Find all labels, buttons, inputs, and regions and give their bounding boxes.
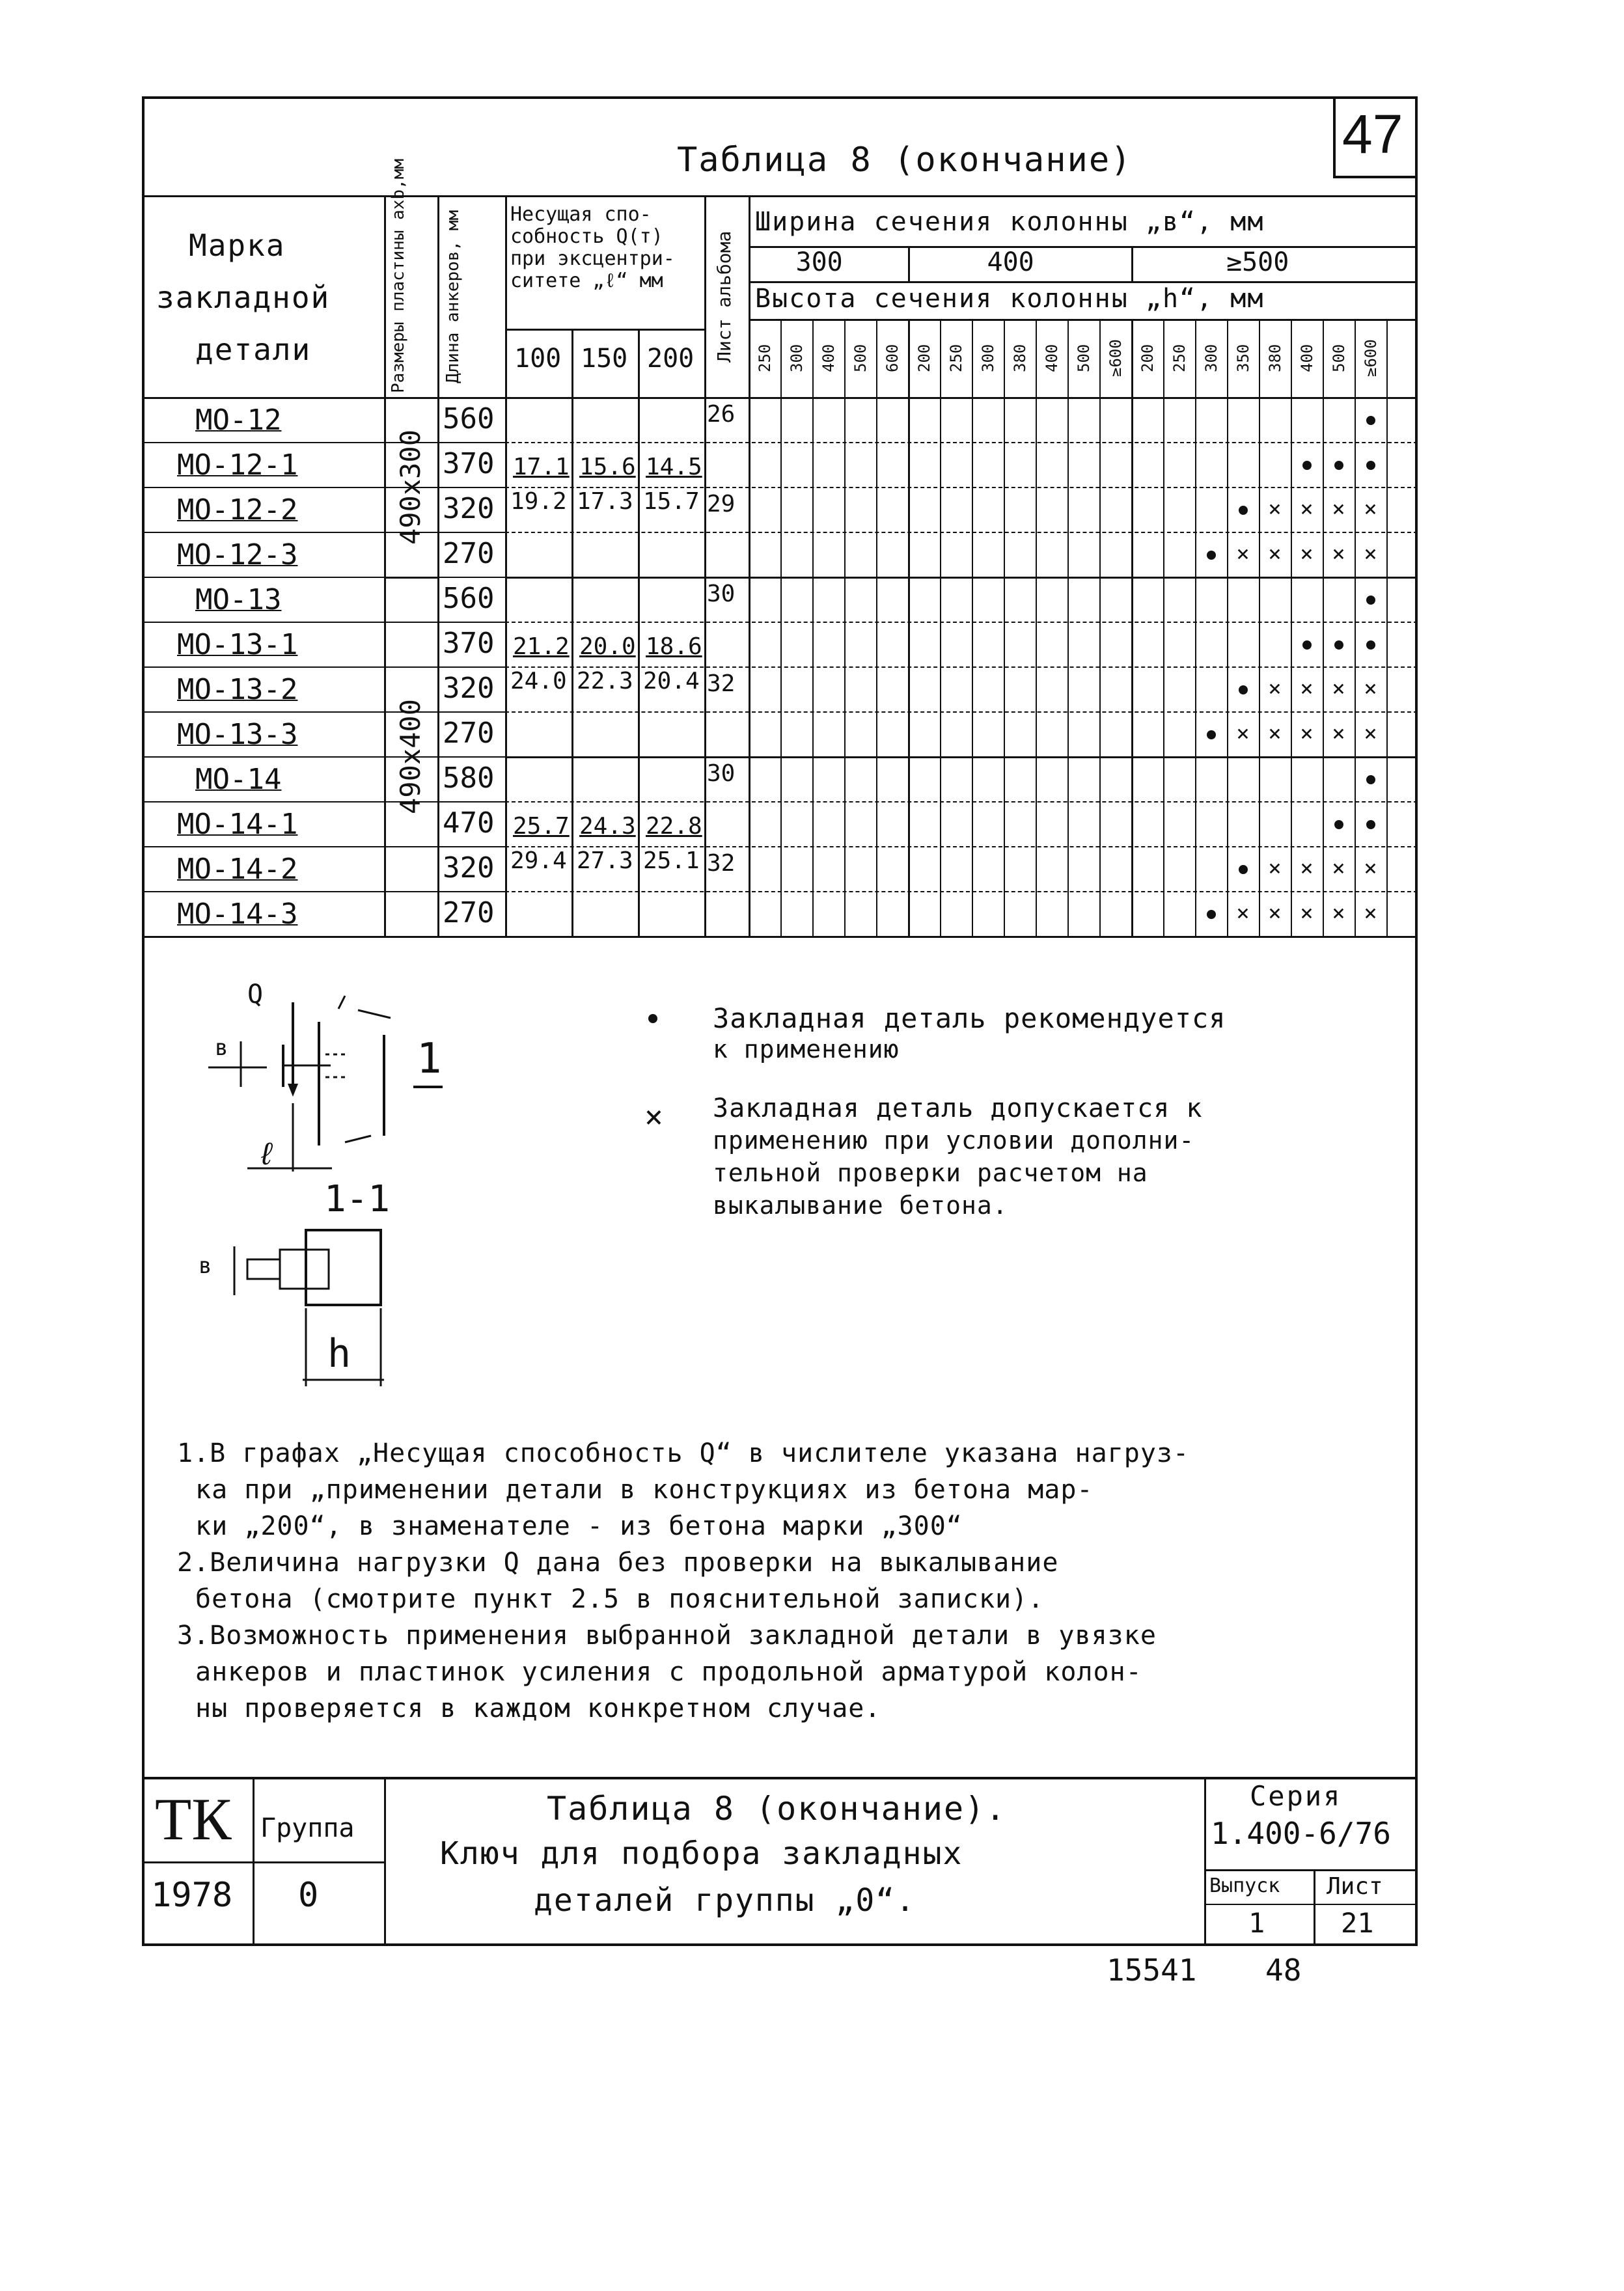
allowed-cross: × xyxy=(1364,720,1377,747)
row-album-sheet: 29 xyxy=(707,491,736,517)
header-height-5: 600 xyxy=(883,344,901,372)
allowed-cross: × xyxy=(1364,855,1377,881)
table-vline xyxy=(1036,319,1037,936)
table-hline xyxy=(505,891,1418,892)
page-number: 47 xyxy=(1342,103,1403,165)
header-capacity-4: ситете „ℓ“ мм xyxy=(510,269,663,292)
stamp-sheet: 21 xyxy=(1341,1907,1374,1939)
capacity-denominator: 15.7 xyxy=(643,488,700,515)
capacity-denominator: 17.3 xyxy=(577,488,633,515)
legend-allowed-text-3: тельной проверки расчетом на xyxy=(713,1159,1148,1187)
row-album-sheet: 32 xyxy=(707,850,736,877)
header-col-height: Высота сечения колонны „h“, мм xyxy=(755,284,1265,314)
table-vline xyxy=(1067,319,1069,936)
capacity-numerator: 24.3 xyxy=(579,813,636,840)
table-vline xyxy=(704,195,706,936)
table-hline xyxy=(437,846,505,847)
table-vline xyxy=(908,246,910,281)
capacity-numerator: 15.6 xyxy=(579,454,636,480)
header-height-16: 350 xyxy=(1234,344,1252,372)
sketch-e-label: ℓ xyxy=(257,1136,276,1172)
header-height-13: 200 xyxy=(1138,344,1157,372)
table-vline xyxy=(1004,319,1005,936)
recommended-dot xyxy=(1291,446,1323,482)
header-height-8: 300 xyxy=(979,344,997,372)
allowed-cross: × xyxy=(1332,676,1345,702)
table-vline xyxy=(638,329,640,936)
capacity-denominator: 20.4 xyxy=(643,668,700,694)
capacity-denominator: 25.1 xyxy=(643,847,700,874)
stamp-title-3: деталей группы „0“. xyxy=(534,1882,916,1919)
allowed-cross: × xyxy=(1332,855,1345,881)
plate-size-2: 490х400 xyxy=(394,698,426,814)
table-vline xyxy=(571,329,573,936)
capacity-denominator: 29.4 xyxy=(510,847,567,874)
recommended-dot xyxy=(1291,625,1323,662)
table-vline xyxy=(437,195,439,936)
capacity-denominator: 22.3 xyxy=(577,668,633,694)
table-vline xyxy=(1227,319,1228,936)
header-height-14: 250 xyxy=(1170,344,1189,372)
header-capacity-2: собность Q(т) xyxy=(510,225,663,248)
row-anchor-length: 270 xyxy=(443,896,495,929)
allowed-cross: × xyxy=(1332,541,1345,567)
sketch-q-label: Q xyxy=(247,980,264,1009)
allowed-cross: × xyxy=(1300,676,1314,702)
legend-allowed-text-4: выкалывание бетона. xyxy=(713,1191,1008,1220)
note-line-2: ка при „применении детали в конструкциях из бетона мар- xyxy=(195,1475,1094,1505)
note-line-5: бетона (смотрите пункт 2.5 в пояснительной записки). xyxy=(195,1584,1045,1614)
table-vline xyxy=(1099,319,1101,936)
row-anchor-length: 270 xyxy=(443,717,495,750)
stamp-group-label: Группа xyxy=(260,1813,355,1843)
row-anchor-length: 560 xyxy=(443,582,495,615)
stamp-series-label: Серия xyxy=(1250,1780,1342,1812)
row-mark: МО-12 xyxy=(195,404,282,437)
recommended-dot xyxy=(1355,401,1386,437)
header-col-width: Ширина сечения колонны „в“, мм xyxy=(755,207,1265,237)
stamp-year: 1978 xyxy=(151,1876,233,1915)
header-anchor-length: Длина анкеров, мм xyxy=(443,210,463,384)
allowed-cross: × xyxy=(1332,900,1345,926)
table-hline xyxy=(145,936,1418,938)
table-vline xyxy=(812,319,814,936)
allowed-cross: × xyxy=(1268,720,1282,747)
stamp-issue: 1 xyxy=(1248,1907,1265,1939)
table-vline xyxy=(505,195,507,936)
row-anchor-length: 470 xyxy=(443,806,495,840)
recommended-dot xyxy=(1323,446,1355,482)
row-anchor-length: 320 xyxy=(443,672,495,705)
allowed-cross: × xyxy=(1268,676,1282,702)
header-width-1: 300 xyxy=(795,247,843,277)
legend-recommended-text-1: Закладная деталь рекомендуется xyxy=(713,1002,1226,1034)
header-height-15: 300 xyxy=(1202,344,1220,372)
header-capacity-1: Несущая спо- xyxy=(510,203,652,226)
row-mark: МО-14-2 xyxy=(177,853,298,886)
allowed-cross: × xyxy=(1236,900,1250,926)
header-height-1: 250 xyxy=(756,344,774,372)
stamp-tk: ТК xyxy=(155,1786,232,1852)
stamp-sheet-label: Лист xyxy=(1327,1873,1383,1900)
note-line-8: ны проверяется в каждом конкретном случае. xyxy=(195,1694,881,1723)
table-hline xyxy=(505,846,1418,847)
row-mark: МО-12-2 xyxy=(177,493,298,527)
row-album-sheet: 26 xyxy=(707,401,736,428)
header-mark-2: закладной xyxy=(156,280,331,315)
allowed-cross: × xyxy=(1236,541,1250,567)
header-height-3: 400 xyxy=(819,344,838,372)
capacity-numerator: 22.8 xyxy=(646,813,702,840)
allowed-cross: × xyxy=(1236,720,1250,747)
legend-recommended-text-2: к применению xyxy=(713,1035,900,1063)
header-height-12: ≥600 xyxy=(1107,339,1125,377)
capacity-denominator: 24.0 xyxy=(510,668,567,694)
table-vline xyxy=(384,195,386,936)
row-album-sheet: 30 xyxy=(707,581,736,607)
recommended-dot xyxy=(1355,760,1386,797)
row-mark: МО-13-1 xyxy=(177,628,298,661)
recommended-dot xyxy=(1355,446,1386,482)
capacity-denominator: 27.3 xyxy=(577,847,633,874)
table-vline xyxy=(1386,319,1388,936)
recommended-dot xyxy=(1195,715,1227,752)
legend-dot-symbol xyxy=(648,1011,657,1024)
table-hline xyxy=(437,442,505,443)
recommended-dot xyxy=(1323,805,1355,842)
table-hline xyxy=(437,891,505,892)
table-hline xyxy=(505,622,1418,623)
header-height-9: 380 xyxy=(1011,344,1029,372)
stamp-issue-label: Выпуск xyxy=(1209,1874,1280,1897)
allowed-cross: × xyxy=(1268,900,1282,926)
table-vline xyxy=(940,319,941,936)
table-vline xyxy=(972,319,973,936)
table-vline xyxy=(1131,246,1133,281)
row-anchor-length: 320 xyxy=(443,492,495,525)
header-height-4: 500 xyxy=(851,344,870,372)
header-height-19: 500 xyxy=(1330,344,1348,372)
capacity-numerator: 25.7 xyxy=(513,813,570,840)
recommended-dot xyxy=(1323,625,1355,662)
sketch-section-mark: 1 xyxy=(417,1035,442,1083)
row-mark: МО-14 xyxy=(195,763,282,796)
header-mark-3: детали xyxy=(195,332,312,367)
table-vline xyxy=(1163,319,1164,936)
table-vline xyxy=(1131,319,1133,936)
capacity-numerator: 18.6 xyxy=(646,633,702,660)
table-hline xyxy=(749,281,1418,283)
table-hline xyxy=(505,711,1418,713)
allowed-cross: × xyxy=(1300,720,1314,747)
header-height-2: 300 xyxy=(788,344,806,372)
table-hline xyxy=(437,801,505,803)
row-anchor-length: 580 xyxy=(443,761,495,795)
header-height-10: 400 xyxy=(1043,344,1061,372)
row-anchor-length: 370 xyxy=(443,627,495,660)
row-anchor-length: 320 xyxy=(443,851,495,885)
stamp-title-2: Ключ для подбора закладных xyxy=(440,1835,963,1872)
row-album-sheet: 30 xyxy=(707,760,736,787)
allowed-cross: × xyxy=(1364,676,1377,702)
allowed-cross: × xyxy=(1300,900,1314,926)
table-vline xyxy=(749,319,750,936)
note-line-1: 1.В графах „Несущая способность Q“ в числителе указана нагруз- xyxy=(177,1438,1190,1468)
recommended-dot xyxy=(1355,805,1386,842)
row-mark: МО-12-1 xyxy=(177,448,298,482)
row-mark: МО-14-3 xyxy=(177,898,298,931)
table-hline xyxy=(437,487,505,488)
header-mark-1: Марка xyxy=(189,228,286,263)
capacity-numerator: 14.5 xyxy=(646,454,702,480)
plate-size-1: 490х300 xyxy=(394,429,426,545)
table-hline xyxy=(505,801,1418,803)
table-hline xyxy=(505,532,1418,533)
header-e-100: 100 xyxy=(514,344,562,374)
header-height-6: 200 xyxy=(915,344,933,372)
header-height-18: 400 xyxy=(1298,344,1316,372)
table-hline xyxy=(437,711,505,713)
footer-num: 48 xyxy=(1265,1953,1302,1988)
capacity-numerator: 17.1 xyxy=(513,454,570,480)
table-hline xyxy=(437,666,505,668)
allowed-cross: × xyxy=(1268,541,1282,567)
row-anchor-length: 270 xyxy=(443,537,495,570)
allowed-cross: × xyxy=(1332,496,1345,522)
table-hline xyxy=(437,756,505,758)
recommended-dot xyxy=(1227,491,1259,527)
row-mark: МО-12-3 xyxy=(177,538,298,571)
row-mark: МО-13 xyxy=(195,583,282,616)
header-height-7: 250 xyxy=(947,344,965,372)
header-e-200: 200 xyxy=(647,344,695,374)
legend-allowed-text-2: применению при условии дополни- xyxy=(713,1126,1195,1155)
header-width-3: ≥500 xyxy=(1226,247,1289,277)
header-height-17: 380 xyxy=(1266,344,1284,372)
stamp-group: 0 xyxy=(298,1876,319,1915)
table-vline xyxy=(1259,319,1260,936)
legend-cross-symbol: × xyxy=(644,1099,663,1135)
table-hline xyxy=(437,622,505,623)
allowed-cross: × xyxy=(1300,496,1314,522)
allowed-cross: × xyxy=(1268,855,1282,881)
note-line-3: ки „200“, в знаменателе - из бетона марки „300“ xyxy=(195,1511,963,1541)
allowed-cross: × xyxy=(1268,496,1282,522)
sketch-section-title: 1-1 xyxy=(324,1178,391,1220)
allowed-cross: × xyxy=(1300,855,1314,881)
header-width-2: 400 xyxy=(987,247,1034,277)
recommended-dot xyxy=(1355,581,1386,617)
header-capacity-3: при эксцентри- xyxy=(510,247,675,270)
row-anchor-length: 560 xyxy=(443,402,495,435)
table-hline xyxy=(505,756,1418,758)
allowed-cross: × xyxy=(1364,541,1377,567)
allowed-cross: × xyxy=(1332,720,1345,747)
header-e-150: 150 xyxy=(581,344,628,374)
table-hline xyxy=(749,319,1418,321)
sketch-b-label-2: в xyxy=(199,1253,212,1279)
sketch-b-label: в xyxy=(215,1035,228,1061)
table-hline xyxy=(384,577,437,579)
table-hline xyxy=(437,577,505,578)
header-album-sheet: Лист альбома xyxy=(713,230,735,363)
table-hline xyxy=(749,246,1418,248)
capacity-numerator: 21.2 xyxy=(513,633,570,660)
recommended-dot xyxy=(1195,536,1227,572)
row-mark: МО-13-2 xyxy=(177,673,298,706)
table-hline xyxy=(505,487,1418,488)
sketch-h-label: h xyxy=(327,1331,351,1377)
note-line-4: 2.Величина нагрузки Q дана без проверки на выкалывание xyxy=(177,1548,1059,1578)
header-plate-size: Размеры пластины axb,мм xyxy=(389,158,408,393)
table-hline xyxy=(505,666,1418,668)
table-hline xyxy=(145,195,1418,197)
recommended-dot xyxy=(1227,670,1259,707)
capacity-numerator: 20.0 xyxy=(579,633,636,660)
row-mark: МО-13-3 xyxy=(177,718,298,751)
recommended-dot xyxy=(1227,850,1259,886)
table-hline xyxy=(505,442,1418,443)
note-line-7: анкеров и пластинок усиления с продольной арматурой колон- xyxy=(195,1657,1142,1687)
table-vline xyxy=(780,319,782,936)
legend-allowed-text-1: Закладная деталь допускается к xyxy=(713,1093,1203,1123)
table-hline xyxy=(505,577,1418,579)
allowed-cross: × xyxy=(1364,900,1377,926)
note-line-6: 3.Возможность применения выбранной закладной детали в увязке xyxy=(177,1621,1157,1651)
table-hline xyxy=(505,329,704,331)
capacity-denominator: 19.2 xyxy=(510,488,567,515)
table-vline xyxy=(844,319,846,936)
table-vline xyxy=(876,319,877,936)
table-title: Таблица 8 (окончание) xyxy=(677,141,1133,180)
recommended-dot xyxy=(1355,625,1386,662)
table-vline xyxy=(1195,319,1196,936)
table-vline xyxy=(908,319,910,936)
stamp-series: 1.400-6/76 xyxy=(1211,1816,1391,1851)
recommended-dot xyxy=(1195,895,1227,931)
row-album-sheet: 32 xyxy=(707,670,736,697)
stamp-title-1: Таблица 8 (окончание). xyxy=(547,1790,1007,1828)
row-mark: МО-14-1 xyxy=(177,808,298,841)
row-anchor-length: 370 xyxy=(443,447,495,480)
table-hline xyxy=(437,532,505,533)
footer-code: 15541 xyxy=(1107,1953,1197,1988)
header-height-11: 500 xyxy=(1075,344,1093,372)
header-height-20: ≥600 xyxy=(1362,339,1380,377)
allowed-cross: × xyxy=(1300,541,1314,567)
allowed-cross: × xyxy=(1364,496,1377,522)
